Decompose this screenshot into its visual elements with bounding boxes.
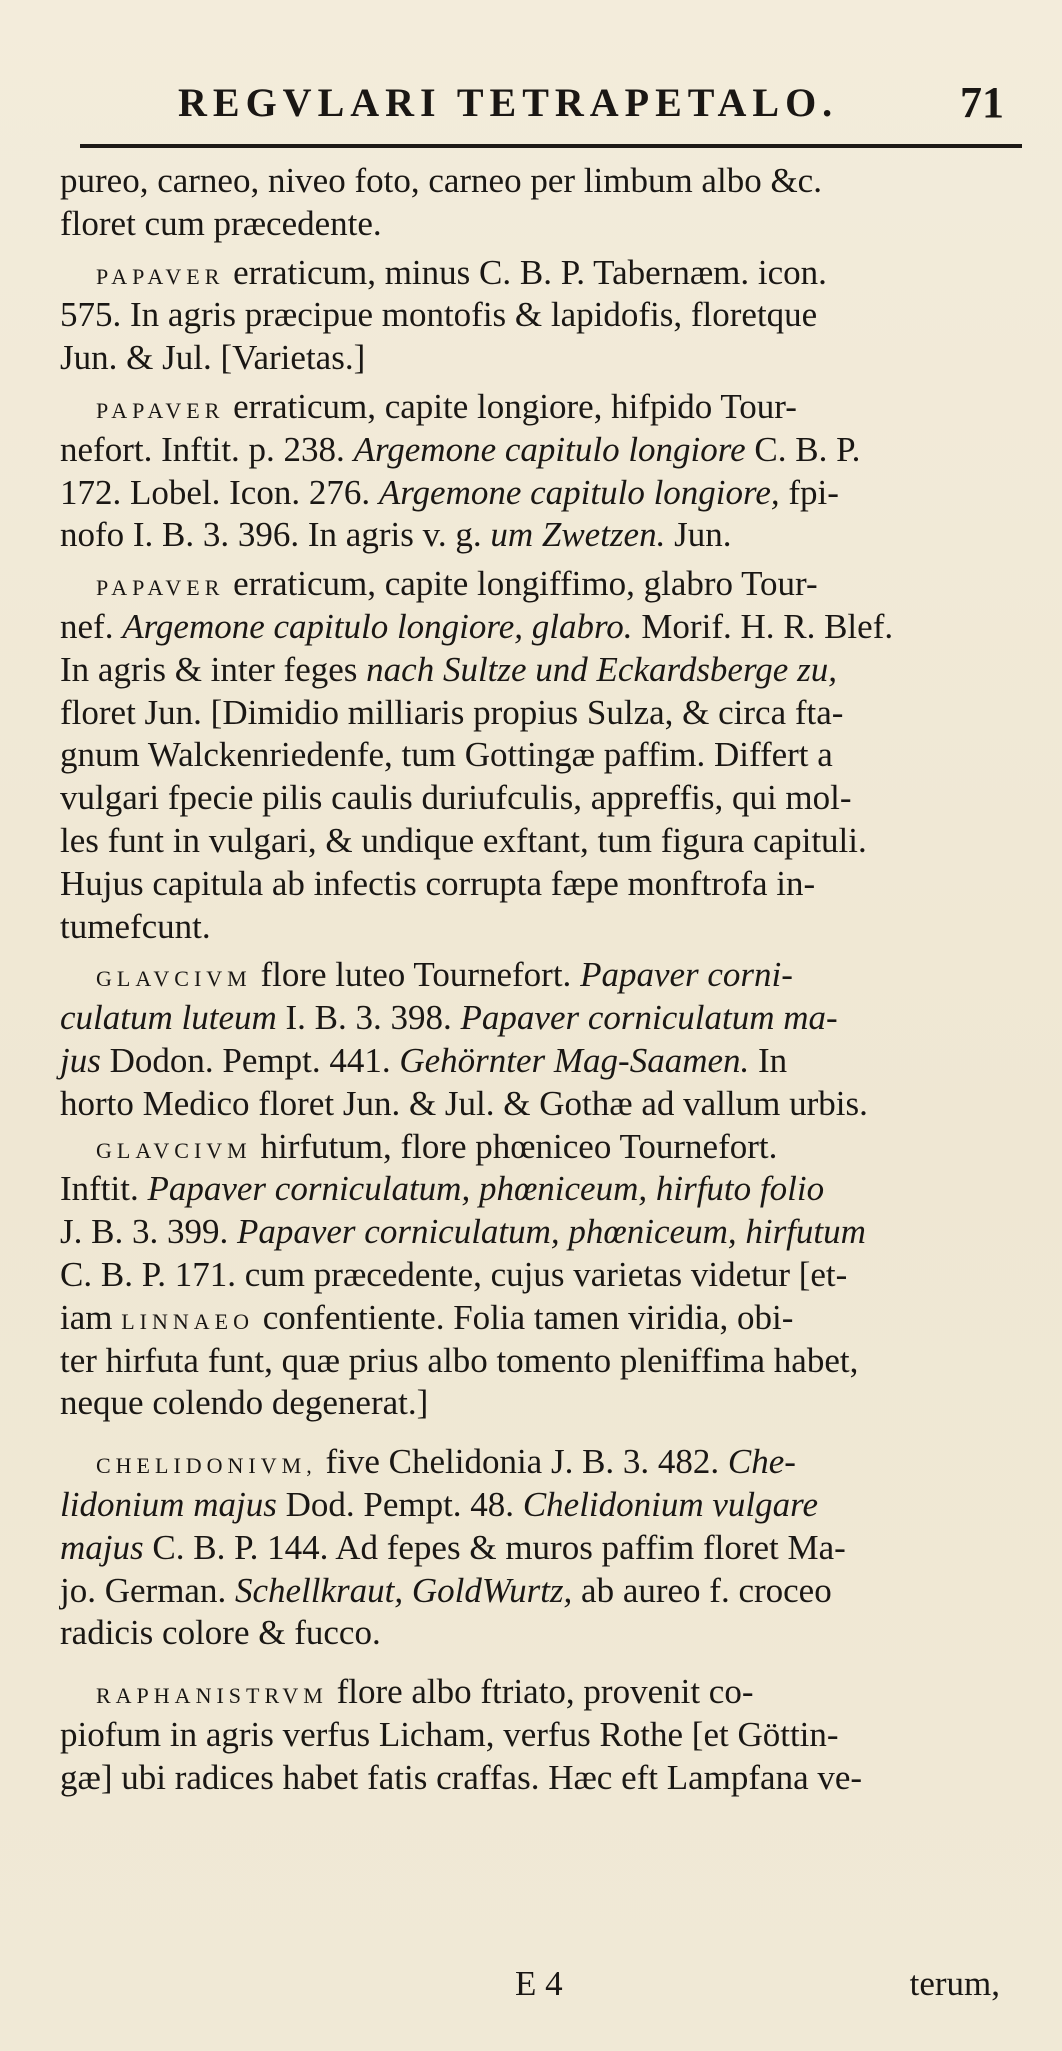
- author-name: LINNAEO: [121, 1308, 254, 1334]
- text-line: radicis colore & fucco.: [60, 1613, 381, 1653]
- text-line: Jun. & Jul. [Varietas.]: [60, 338, 366, 378]
- text-line: iam LINNAEO confentiente. Folia tamen viridia, obi-: [60, 1297, 794, 1337]
- genus-name: PAPAVER: [96, 397, 225, 423]
- text-line: jo. German. Schellkraut, GoldWurtz, ab aureo f. croceo: [60, 1570, 832, 1610]
- text-line: nef. Argemone capitulo longiore, glabro. Morif. H. R. Blef.: [60, 606, 894, 646]
- text-line: 172. Lobel. Icon. 276. Argemone capitulo longiore, fpi-: [60, 472, 839, 512]
- genus-name: GLAVCIVM: [96, 1137, 252, 1163]
- entry-papaver-1: PAPAVER erraticum, minus C. B. P. Tabernæm. icon.: [96, 252, 827, 292]
- text-line: tumefcunt.: [60, 906, 211, 946]
- genus-name: PAPAVER: [96, 263, 225, 289]
- text-line: 575. In agris præcipue montofis & lapidofis, floretque: [60, 295, 818, 335]
- text-line: Inftit. Papaver corniculatum, phœniceum, hirfuto folio: [60, 1169, 825, 1209]
- text-line: nofo I. B. 3. 396. In agris v. g. um Zwetzen. Jun.: [60, 515, 732, 555]
- entry-papaver-3: PAPAVER erraticum, capite longiffimo, glabro Tour-: [96, 564, 818, 604]
- text-line: pureo, carneo, niveo foto, carneo per limbum albo &c.: [60, 161, 822, 200]
- text-line: culatum luteum I. B. 3. 398. Papaver corniculatum ma-: [60, 998, 838, 1038]
- text-line: piofum in agris verfus Licham, verfus Rothe [et Göttin-: [60, 1714, 839, 1754]
- entry-papaver-2: PAPAVER erraticum, capite longiore, hifpido Tour-: [96, 386, 797, 426]
- text-line: C. B. P. 171. cum præcedente, cujus varietas videtur [et-: [60, 1254, 848, 1294]
- text-line: neque colendo degenerat.]: [60, 1383, 429, 1423]
- page-header: [60, 78, 1022, 138]
- genus-name: GLAVCIVM: [96, 966, 252, 992]
- text-line: floret cum præcedente.: [60, 203, 382, 243]
- text-line: gnum Walckenriedenfe, tum Gottingæ paffim. Differt a: [60, 735, 833, 775]
- text-line: Hujus capitula ab infectis corrupta fæpe monftrofa in-: [60, 863, 816, 903]
- entry-raphanistrum: RAPHANISTRVM flore albo ftriato, provenit co-: [96, 1672, 754, 1712]
- catchword: terum,: [909, 1964, 1000, 2003]
- entry-glaucium-1: GLAVCIVM flore luteo Tournefort. Papaver corni-: [96, 955, 793, 995]
- genus-name: RAPHANISTRVM: [96, 1683, 328, 1709]
- signature-mark: E 4: [515, 1964, 563, 2003]
- running-head: REGVLARI TETRAPETALO.: [178, 80, 839, 125]
- text-line: vulgari fpecie pilis caulis duriufculis, appreffis, qui mol-: [60, 778, 852, 818]
- text-line: floret Jun. [Dimidio milliaris propius Sulza, & circa fta-: [60, 692, 844, 732]
- entry-glaucium-2: GLAVCIVM hirfutum, flore phœniceo Tournefort.: [96, 1126, 778, 1166]
- text-line: J. B. 3. 399. Papaver corniculatum, phœniceum, hirfutum: [60, 1212, 866, 1252]
- entry-chelidonium: CHELIDONIVM, five Chelidonia J. B. 3. 482. Che-: [96, 1442, 796, 1482]
- header-rule: [80, 144, 1022, 148]
- text-line: lidonium majus Dod. Pempt. 48. Chelidonium vulgare: [60, 1484, 819, 1524]
- text-line: majus C. B. P. 144. Ad fepes & muros paffim floret Ma-: [60, 1527, 846, 1567]
- text-line: jus Dodon. Pempt. 441. Gehörnter Mag-Saamen. In: [60, 1040, 788, 1080]
- text-line: In agris & inter feges nach Sultze und Eckardsberge zu,: [60, 649, 837, 689]
- genus-name: PAPAVER: [96, 575, 225, 601]
- text-line: horto Medico floret Jun. & Jul. & Gothæ ad vallum urbis.: [60, 1083, 868, 1123]
- body-text: [60, 160, 1022, 1799]
- text-line: nefort. Inftit. p. 238. Argemone capitulo longiore C. B. P.: [60, 429, 861, 469]
- text-line: gæ] ubi radices habet fatis craffas. Hæc eft Lampfana ve-: [60, 1757, 863, 1797]
- page-footer: [0, 1964, 1062, 2008]
- genus-name: CHELIDONIVM,: [96, 1453, 317, 1479]
- page-number: 71: [960, 78, 1004, 127]
- text-line: les funt in vulgari, & undique exftant, tum figura capituli.: [60, 820, 867, 860]
- text-line: ter hirfuta funt, quæ prius albo tomento pleniffima habet,: [60, 1340, 859, 1380]
